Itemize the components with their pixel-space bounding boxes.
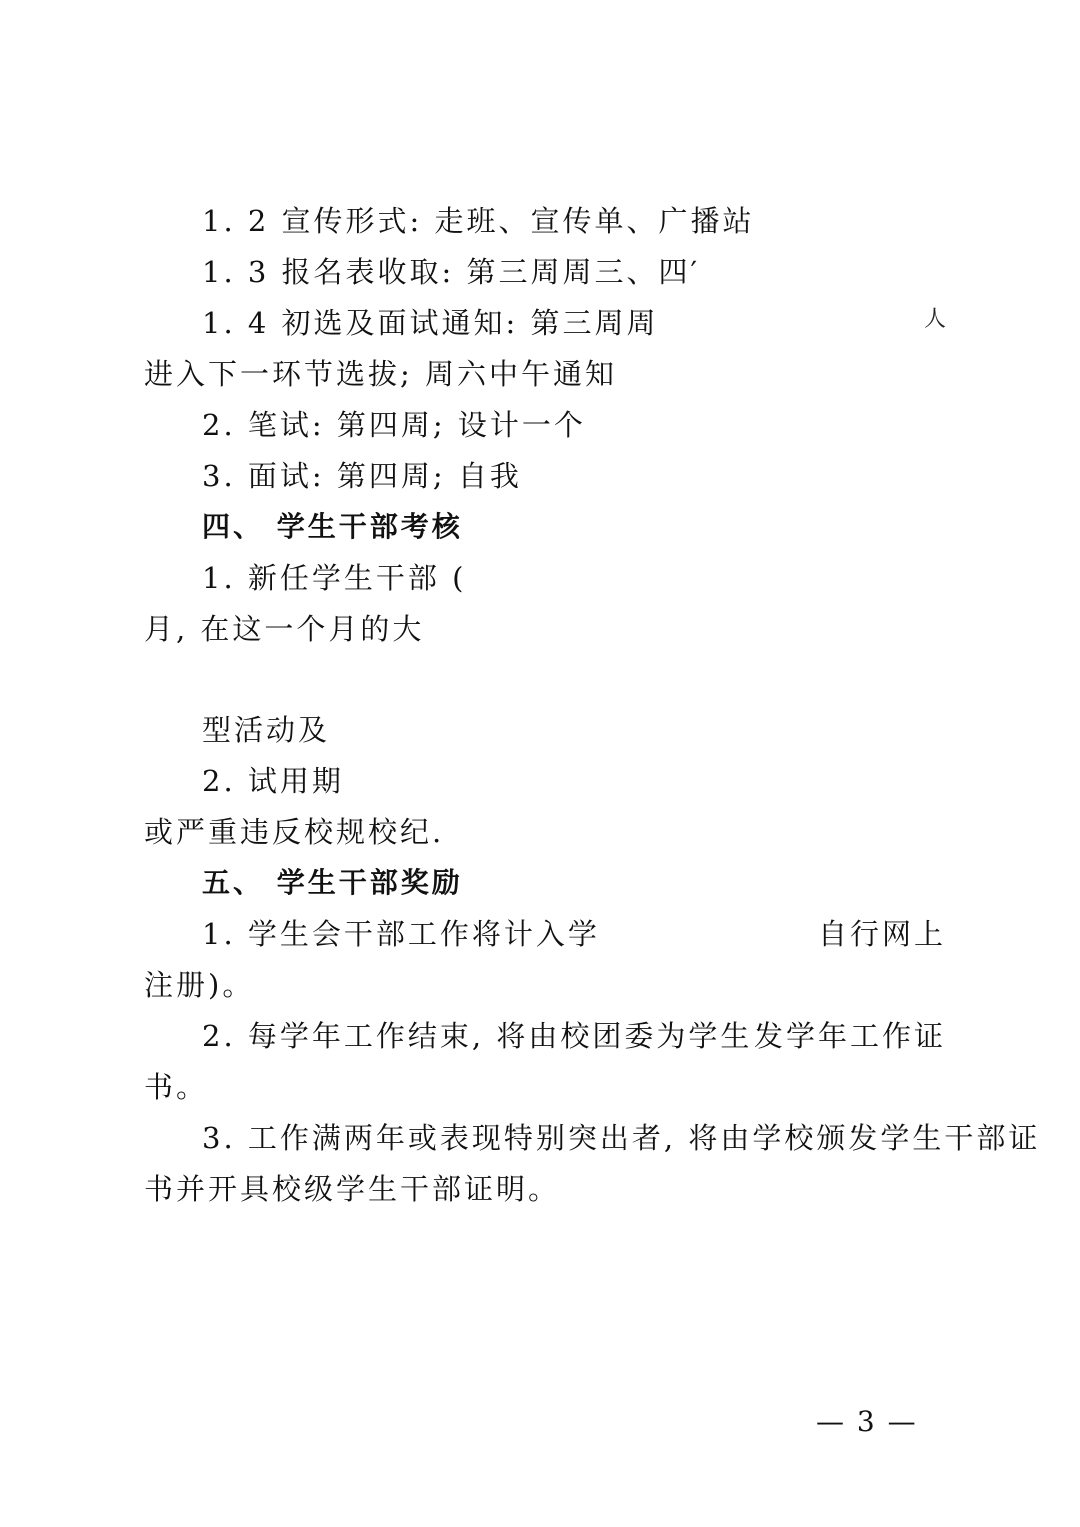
item-1-2-publicity: 1. 2 宣传形式: 走班、宣传单、广播站 — [202, 204, 755, 238]
item-1-3-registration: 1. 3 报名表收取: 第三周周三、四′ — [202, 255, 701, 289]
item-4-1-new-cadre: 1. 新任学生干部 ( — [202, 561, 467, 595]
continuation-5-3: 书并开具校级学生干部证明。 — [144, 1172, 561, 1206]
item-4-2-probation: 2. 试用期 — [202, 764, 344, 798]
continuation-1-4: 进入下一环节选拔; 周六中午通知 — [144, 357, 617, 391]
item-5-3: 3. 工作满两年或表现特别突出者, 将由学校颁发学生干部证 — [202, 1121, 1041, 1155]
item-1-4-notification: 1. 4 初选及面试通知: 第三周周 — [202, 306, 659, 340]
continuation-4-2: 或严重违反校规校纪. — [144, 815, 445, 849]
item-2-written-test: 2. 笔试: 第四周; 设计一个 — [202, 408, 586, 442]
item-5-1-start: 1. 学生会干部工作将计入学 — [202, 917, 600, 951]
continuation-5-1: 注册)。 — [144, 968, 255, 1002]
item-5-2-end: 发学年工作证 — [753, 1019, 946, 1053]
continuation-4-1b: 型活动及 — [202, 713, 331, 747]
section-4-heading: 四、 学生干部考核 — [202, 510, 463, 543]
item-5-1-end: 自行网上 — [817, 917, 946, 951]
page-number: — 3 — — [816, 1405, 918, 1438]
continuation-4-1: 月, 在这一个月的大 — [144, 612, 425, 646]
fragment-right-1-4: 人 — [924, 307, 947, 332]
item-3-interview: 3. 面试: 第四周; 自我 — [202, 459, 522, 493]
item-5-2-start: 2. 每学年工作结束, 将由校团委为学生 — [202, 1019, 753, 1053]
continuation-5-2: 书。 — [144, 1070, 209, 1104]
section-5-heading: 五、 学生干部奖励 — [202, 866, 463, 899]
